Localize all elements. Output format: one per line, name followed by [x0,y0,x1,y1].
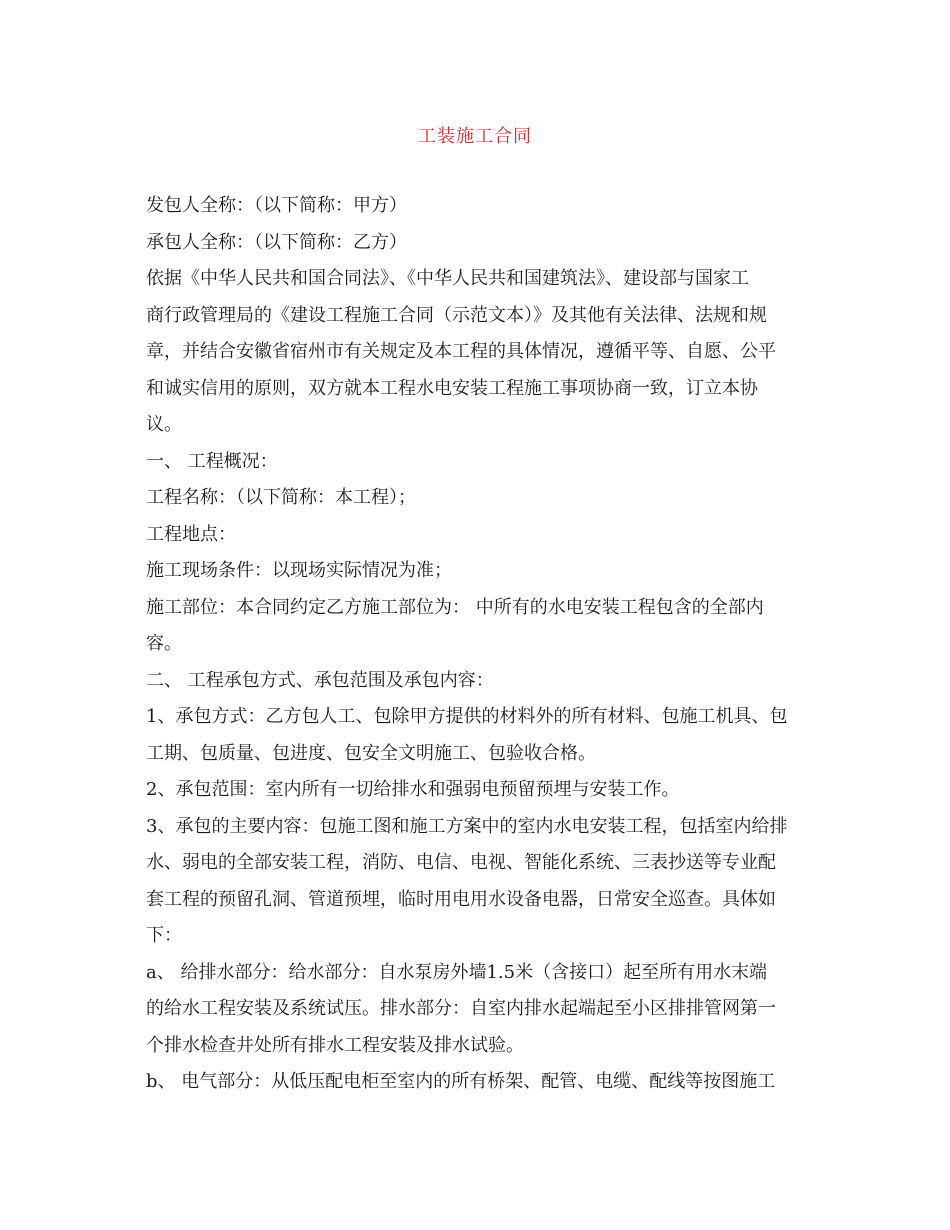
section-heading-1: 一、 工程概况： [146,450,278,472]
paragraph-line: 施工部位：本合同约定乙方施工部位为： 中所有的水电安装工程包含的全部内 [146,596,764,618]
project-name-line: 工程名称：（以下简称：本工程）； [146,487,416,508]
paragraph-line: a、 给排水部分：给水部分：自水泵房外墙1.5米（含接口）起至所有用水末端 [146,961,768,983]
paragraph-line: 2、承包范围：室内所有一切给排水和强弱电预留预埋与安装工作。 [146,779,680,800]
paragraph-line: 议。 [146,414,182,435]
section-heading-2: 二、 工程承包方式、承包范围及承包内容： [146,669,494,691]
line-contractor: 承包人全称：（以下简称：乙方） [146,231,407,253]
document-body [146,188,812,1101]
project-location-line: 工程地点： [146,523,236,545]
paragraph-line: 的给水工程安装及系统试压。排水部分：自室内排水起端起至小区排排管网第一 [146,998,776,1019]
paragraph-line: 容。 [146,633,182,654]
paragraph-line: 个排水检查井处所有排水工程安装及排水试验。 [146,1034,524,1056]
paragraph-line: 下： [146,925,182,946]
paragraph-line: 工期、包质量、包进度、包安全文明施工、包验收合格。 [146,742,596,764]
paragraph-line: 水、弱电的全部安装工程，消防、电信、电视、智能化系统、三表抄送等专业配 [146,852,776,873]
line-sender: 发包人全称：（以下简称：甲方） [146,195,407,216]
paragraph-line: 和诚实信用的原则，双方就本工程水电安装工程施工事项协商一致，订立本协 [146,377,758,399]
paragraph-line: 商行政管理局的《建设工程施工合同（示范文本）》及其他有关法律、法规和规 [146,304,767,326]
paragraph-line: 章，并结合安徽省宿州市有关规定及本工程的具体情况，遵循平等、自愿、公平 [146,341,776,362]
document-title: 工装施工合同 [418,126,532,147]
site-conditions-line: 施工现场条件：以现场实际情况为准； [146,560,452,581]
paragraph-line: 3、承包的主要内容：包施工图和施工方案中的室内水电安装工程，包括室内给排 [146,815,788,837]
paragraph-line: 1、承包方式：乙方包人工、包除甲方提供的材料外的所有材料、包施工机具、包 [146,706,788,727]
paragraph-line: b、 电气部分：从低压配电柜至室内的所有桥架、配管、电缆、配线等按图施工 [146,1071,776,1092]
paragraph-line: 依据《中华人民共和国合同法》、《中华人民共和国建筑法》、建设部与国家工 [146,268,749,289]
paragraph-line: 套工程的预留孔洞、管道预埋，临时用电用水设备电器，日常安全巡查。具体如 [146,888,776,910]
